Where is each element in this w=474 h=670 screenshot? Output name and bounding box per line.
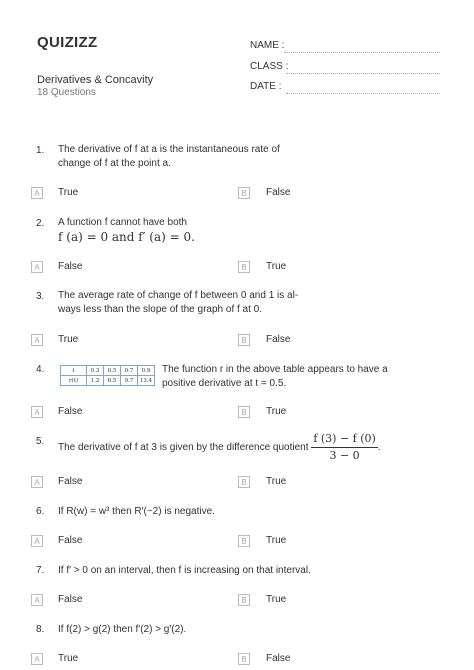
name-label: NAME : <box>250 40 285 51</box>
table-cell: 0.5 <box>104 366 121 376</box>
question-text: If f(2) > g(2) then f′(2) > g′(2). <box>58 624 187 635</box>
option-b-text: True <box>266 594 287 605</box>
table-cell: 13.4 <box>138 376 155 386</box>
date-field <box>250 81 440 95</box>
math-expression: f (a) = 0 and f′ (a) = 0. <box>58 230 195 244</box>
option-b-text: False <box>266 653 291 664</box>
option-a-text: True <box>58 653 79 664</box>
worksheet-header <box>0 0 474 110</box>
question-text: The function r in the above table appears to have a positive derivative at t = 0.5. <box>162 364 388 389</box>
option-a-text: False <box>58 476 83 487</box>
values-table <box>60 365 155 386</box>
class-line <box>286 73 440 74</box>
difference-quotient: $\frac{f (3) - f (0)}{3 - 0}$ <box>313 432 376 462</box>
question-number: 2. <box>36 218 45 229</box>
question-number: 8. <box>36 624 45 635</box>
option-a-text: True <box>58 187 79 198</box>
option-letter-b: B <box>238 476 250 488</box>
table-row <box>61 376 155 386</box>
option-letter-b: B <box>238 535 250 547</box>
option-letter-a: A <box>31 406 43 418</box>
question-text: The derivative of f at 3 is given by the difference quotient $\frac{f (3) - f (0)}{3 - 0}$ . <box>58 432 381 462</box>
table-cell: 0.7 <box>121 366 138 376</box>
option-letter-a: A <box>31 594 43 606</box>
question-text: If R(w) = w³ then R′(−2) is negative. <box>58 506 215 517</box>
table-cell: 0.3 <box>87 366 104 376</box>
option-a-text: False <box>58 535 83 546</box>
date-label: DATE : <box>250 81 282 92</box>
question-number: 7. <box>36 565 45 576</box>
quizizz-logo: QUIZIZZ <box>37 34 98 51</box>
question-text: The average rate of change of f between 0 and 1 is al- ways less than the slope of the graph of f at 0. <box>58 290 299 315</box>
option-b-text: False <box>266 187 291 198</box>
question-number: 3. <box>36 291 45 302</box>
option-b-text: True <box>266 261 287 272</box>
option-letter-b: B <box>238 594 250 606</box>
option-b-text: True <box>266 406 287 417</box>
option-letter-b: B <box>238 653 250 665</box>
option-letter-a: A <box>31 187 43 199</box>
option-letter-a: A <box>31 535 43 547</box>
table-row <box>61 366 155 376</box>
question-number: 6. <box>36 506 45 517</box>
table-cell: t <box>61 366 87 376</box>
question-text: If f′ > 0 on an interval, then f is increasing on that interval. <box>58 565 311 576</box>
table-cell: r(t) <box>61 376 87 386</box>
question-text: A function f cannot have both f (a) = 0 and f′ (a) = 0. <box>58 216 388 244</box>
table-cell: 1.2 <box>87 376 104 386</box>
question-number: 1. <box>36 145 45 156</box>
table-cell: 0.9 <box>138 366 155 376</box>
option-a-text: False <box>58 261 83 272</box>
question-number: 4. <box>36 364 45 375</box>
table-cell: 6.5 <box>104 376 121 386</box>
question-count: 18 Questions <box>37 87 96 98</box>
option-a-text: False <box>58 594 83 605</box>
question-text: The derivative of f at a is the instantaneous rate of change of f at the point a. <box>58 144 280 169</box>
table-cell: 9.7 <box>121 376 138 386</box>
option-b-text: False <box>266 334 291 345</box>
option-letter-b: B <box>238 406 250 418</box>
worksheet-title: Derivatives & Concavity <box>37 74 154 86</box>
name-line <box>284 52 440 53</box>
option-b-text: True <box>266 476 287 487</box>
name-field <box>250 40 440 54</box>
option-b-text: True <box>266 535 287 546</box>
option-letter-a: A <box>31 261 43 273</box>
option-letter-b: B <box>238 187 250 199</box>
option-a-text: True <box>58 334 79 345</box>
option-letter-a: A <box>31 334 43 346</box>
class-label: CLASS : <box>250 61 289 72</box>
option-letter-a: A <box>31 476 43 488</box>
class-field <box>250 61 440 75</box>
date-line <box>286 93 440 94</box>
option-a-text: False <box>58 406 83 417</box>
question-number: 5. <box>36 436 45 447</box>
option-letter-b: B <box>238 334 250 346</box>
option-letter-a: A <box>31 653 43 665</box>
option-letter-b: B <box>238 261 250 273</box>
